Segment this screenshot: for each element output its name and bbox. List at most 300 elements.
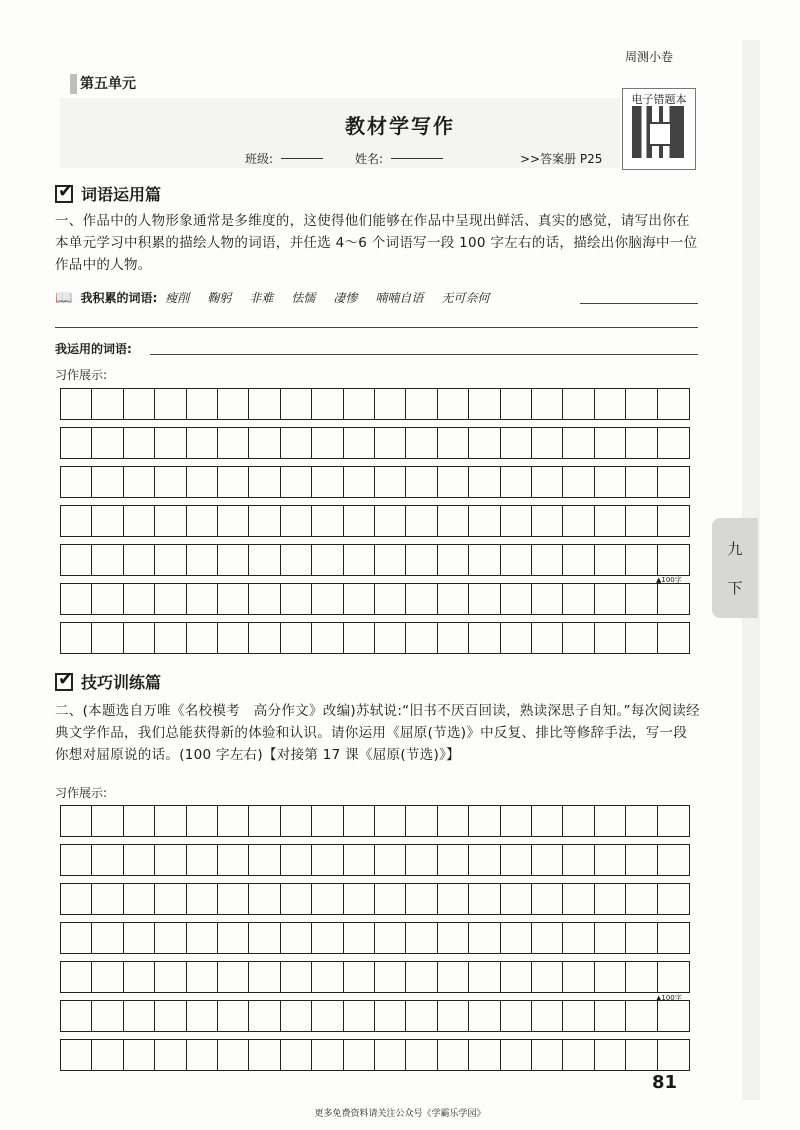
writing-grid-cell[interactable] <box>532 428 563 458</box>
writing-grid-cell[interactable] <box>187 467 218 497</box>
writing-grid-cell[interactable] <box>218 845 249 875</box>
writing-grid-row[interactable] <box>60 505 690 537</box>
writing-grid-cell[interactable] <box>532 845 563 875</box>
writing-grid-cell[interactable] <box>375 806 406 836</box>
writing-grid-cell[interactable] <box>563 806 594 836</box>
writing-grid-cell[interactable] <box>406 806 437 836</box>
writing-grid-cell[interactable] <box>501 884 532 914</box>
writing-grid-cell[interactable] <box>155 467 186 497</box>
writing-grid-cell[interactable] <box>124 962 155 992</box>
writing-grid-cell[interactable] <box>438 1040 469 1070</box>
writing-grid-cell[interactable] <box>124 545 155 575</box>
writing-grid-cell[interactable] <box>595 389 626 419</box>
writing-grid-row[interactable] <box>60 805 690 837</box>
writing-grid-cell[interactable] <box>406 545 437 575</box>
writing-grid-cell[interactable] <box>249 962 280 992</box>
writing-grid-cell[interactable] <box>406 623 437 653</box>
writing-grid-cell[interactable] <box>595 506 626 536</box>
writing-grid-cell[interactable] <box>312 506 343 536</box>
writing-grid-cell[interactable] <box>532 467 563 497</box>
writing-grid-cell[interactable] <box>469 467 500 497</box>
writing-grid-cell[interactable] <box>532 545 563 575</box>
writing-grid-cell[interactable] <box>532 584 563 614</box>
writing-grid-cell[interactable] <box>469 923 500 953</box>
writing-grid-cell[interactable] <box>501 389 532 419</box>
writing-grid-cell[interactable] <box>281 962 312 992</box>
writing-grid-cell[interactable] <box>249 545 280 575</box>
writing-grid-cell[interactable] <box>281 584 312 614</box>
writing-grid-cell[interactable] <box>249 1040 280 1070</box>
writing-grid-cell[interactable] <box>563 467 594 497</box>
writing-grid-cell[interactable] <box>344 806 375 836</box>
writing-grid-cell[interactable] <box>595 806 626 836</box>
writing-grid-cell[interactable] <box>469 806 500 836</box>
writing-grid-cell[interactable] <box>187 389 218 419</box>
writing-grid-cell[interactable] <box>124 389 155 419</box>
writing-grid-cell[interactable] <box>344 923 375 953</box>
writing-grid-cell[interactable] <box>249 923 280 953</box>
writing-grid-cell[interactable] <box>406 884 437 914</box>
writing-grid-cell[interactable] <box>469 623 500 653</box>
writing-grid-cell[interactable] <box>438 584 469 614</box>
writing-grid-cell[interactable] <box>344 584 375 614</box>
writing-grid-cell[interactable] <box>595 467 626 497</box>
writing-grid-cell[interactable] <box>469 389 500 419</box>
writing-grid-cell[interactable] <box>155 389 186 419</box>
writing-grid-cell[interactable] <box>406 845 437 875</box>
writing-grid-cell[interactable] <box>501 467 532 497</box>
writing-grid-cell[interactable] <box>626 884 657 914</box>
writing-grid-cell[interactable] <box>187 623 218 653</box>
writing-grid-cell[interactable] <box>249 623 280 653</box>
writing-grid-cell[interactable] <box>375 1001 406 1031</box>
writing-grid-cell[interactable] <box>375 962 406 992</box>
writing-grid-cell[interactable] <box>312 845 343 875</box>
writing-grid-cell[interactable] <box>406 389 437 419</box>
writing-grid-cell[interactable] <box>595 845 626 875</box>
writing-grid-cell[interactable] <box>124 884 155 914</box>
writing-grid-cell[interactable] <box>281 467 312 497</box>
writing-grid-cell[interactable] <box>312 806 343 836</box>
writing-grid-cell[interactable] <box>532 1001 563 1031</box>
writing-grid-cell[interactable] <box>187 884 218 914</box>
writing-grid-cell[interactable] <box>595 884 626 914</box>
writing-grid-cell[interactable] <box>155 923 186 953</box>
writing-grid-cell[interactable] <box>312 1001 343 1031</box>
writing-grid-row[interactable] <box>60 466 690 498</box>
writing-grid-cell[interactable] <box>469 506 500 536</box>
writing-grid-cell[interactable] <box>124 1001 155 1031</box>
writing-grid-cell[interactable] <box>92 1040 123 1070</box>
writing-grid-cell[interactable] <box>155 806 186 836</box>
writing-grid-cell[interactable] <box>438 806 469 836</box>
writing-grid-cell[interactable] <box>124 506 155 536</box>
writing-grid-cell[interactable] <box>658 467 689 497</box>
writing-grid-cell[interactable] <box>658 584 689 614</box>
writing-grid-cell[interactable] <box>312 962 343 992</box>
writing-grid-row[interactable] <box>60 544 690 576</box>
writing-grid-cell[interactable] <box>438 962 469 992</box>
writing-grid-cell[interactable] <box>595 545 626 575</box>
writing-grid-cell[interactable] <box>375 623 406 653</box>
writing-grid-cell[interactable] <box>501 506 532 536</box>
writing-grid-cell[interactable] <box>532 1040 563 1070</box>
writing-grid-cell[interactable] <box>595 623 626 653</box>
writing-grid-cell[interactable] <box>658 923 689 953</box>
writing-grid-cell[interactable] <box>281 1040 312 1070</box>
accumulated-blank-line-2[interactable] <box>55 327 698 328</box>
writing-grid-cell[interactable] <box>218 467 249 497</box>
writing-grid-cell[interactable] <box>658 545 689 575</box>
writing-grid-cell[interactable] <box>155 584 186 614</box>
writing-grid-row[interactable] <box>60 961 690 993</box>
writing-grid-cell[interactable] <box>92 923 123 953</box>
writing-grid-cell[interactable] <box>344 506 375 536</box>
writing-grid-cell[interactable] <box>61 389 92 419</box>
writing-grid-cell[interactable] <box>155 545 186 575</box>
writing-grid-cell[interactable] <box>501 1040 532 1070</box>
class-blank[interactable] <box>281 158 323 159</box>
writing-grid-cell[interactable] <box>344 623 375 653</box>
writing-grid-cell[interactable] <box>281 845 312 875</box>
writing-grid-row[interactable] <box>60 583 690 615</box>
writing-grid-cell[interactable] <box>595 962 626 992</box>
writing-grid-cell[interactable] <box>281 428 312 458</box>
writing-grid-cell[interactable] <box>658 806 689 836</box>
writing-grid-cell[interactable] <box>92 806 123 836</box>
writing-grid-cell[interactable] <box>406 962 437 992</box>
writing-grid-cell[interactable] <box>124 584 155 614</box>
writing-grid-cell[interactable] <box>61 467 92 497</box>
writing-grid-cell[interactable] <box>61 623 92 653</box>
writing-grid-cell[interactable] <box>563 389 594 419</box>
writing-grid-cell[interactable] <box>92 623 123 653</box>
writing-grid-cell[interactable] <box>218 545 249 575</box>
writing-grid-cell[interactable] <box>281 1001 312 1031</box>
writing-grid-cell[interactable] <box>155 845 186 875</box>
writing-grid-cell[interactable] <box>469 1001 500 1031</box>
writing-grid-cell[interactable] <box>532 962 563 992</box>
writing-grid-cell[interactable] <box>626 845 657 875</box>
writing-grid-cell[interactable] <box>626 962 657 992</box>
writing-grid-cell[interactable] <box>658 506 689 536</box>
writing-grid-cell[interactable] <box>218 884 249 914</box>
writing-grid-cell[interactable] <box>92 428 123 458</box>
writing-grid-cell[interactable] <box>595 584 626 614</box>
writing-grid-cell[interactable] <box>92 962 123 992</box>
writing-grid-cell[interactable] <box>563 584 594 614</box>
writing-grid-cell[interactable] <box>124 467 155 497</box>
writing-grid-cell[interactable] <box>375 884 406 914</box>
writing-grid-cell[interactable] <box>92 1001 123 1031</box>
writing-grid-cell[interactable] <box>92 545 123 575</box>
writing-grid-cell[interactable] <box>501 428 532 458</box>
writing-grid-cell[interactable] <box>501 545 532 575</box>
writing-grid-cell[interactable] <box>124 806 155 836</box>
writing-grid-cell[interactable] <box>406 506 437 536</box>
writing-grid-cell[interactable] <box>92 584 123 614</box>
writing-grid-cell[interactable] <box>61 428 92 458</box>
writing-grid-cell[interactable] <box>124 623 155 653</box>
writing-grid-cell[interactable] <box>61 545 92 575</box>
writing-grid-cell[interactable] <box>312 584 343 614</box>
writing-grid-cell[interactable] <box>61 962 92 992</box>
writing-grid-cell[interactable] <box>312 428 343 458</box>
writing-grid-cell[interactable] <box>249 1001 280 1031</box>
writing-grid-cell[interactable] <box>626 545 657 575</box>
writing-grid-cell[interactable] <box>312 467 343 497</box>
used-words-blank-line[interactable] <box>150 354 698 355</box>
writing-grid-cell[interactable] <box>563 884 594 914</box>
class-name-line <box>245 150 443 167</box>
writing-grid-cell[interactable] <box>595 1001 626 1031</box>
writing-grid-cell[interactable] <box>563 428 594 458</box>
writing-grid-cell[interactable] <box>281 923 312 953</box>
writing-grid-cell[interactable] <box>563 962 594 992</box>
writing-grid-cell[interactable] <box>501 845 532 875</box>
writing-grid-cell[interactable] <box>438 389 469 419</box>
writing-grid-cell[interactable] <box>438 545 469 575</box>
writing-grid-cell[interactable] <box>218 623 249 653</box>
writing-grid-cell[interactable] <box>469 884 500 914</box>
writing-grid-cell[interactable] <box>344 545 375 575</box>
writing-grid-cell[interactable] <box>187 806 218 836</box>
writing-grid-cell[interactable] <box>218 584 249 614</box>
writing-grid-row[interactable] <box>60 1039 690 1071</box>
writing-grid-cell[interactable] <box>92 845 123 875</box>
writing-grid-cell[interactable] <box>438 467 469 497</box>
writing-grid-cell[interactable] <box>155 1040 186 1070</box>
writing-grid-cell[interactable] <box>469 962 500 992</box>
writing-grid-cell[interactable] <box>312 1040 343 1070</box>
writing-grid-cell[interactable] <box>406 1040 437 1070</box>
writing-grid-cell[interactable] <box>155 506 186 536</box>
writing-grid-cell[interactable] <box>187 428 218 458</box>
writing-grid-cell[interactable] <box>406 428 437 458</box>
writing-grid-cell[interactable] <box>469 1040 500 1070</box>
writing-grid-cell[interactable] <box>249 845 280 875</box>
writing-grid-cell[interactable] <box>626 1040 657 1070</box>
writing-grid-cell[interactable] <box>438 845 469 875</box>
writing-grid-cell[interactable] <box>658 1040 689 1070</box>
writing-grid-row[interactable] <box>60 1000 690 1032</box>
writing-grid-cell[interactable] <box>626 428 657 458</box>
writing-grid-cell[interactable] <box>406 923 437 953</box>
writing-grid-cell[interactable] <box>501 1001 532 1031</box>
writing-grid-cell[interactable] <box>249 884 280 914</box>
writing-grid-cell[interactable] <box>344 1040 375 1070</box>
writing-grid-cell[interactable] <box>312 623 343 653</box>
writing-grid-cell[interactable] <box>187 845 218 875</box>
writing-grid-cell[interactable] <box>375 845 406 875</box>
writing-grid-cell[interactable] <box>344 962 375 992</box>
writing-grid-cell[interactable] <box>626 806 657 836</box>
writing-grid-cell[interactable] <box>312 389 343 419</box>
writing-grid-cell[interactable] <box>344 845 375 875</box>
writing-grid-row[interactable] <box>60 922 690 954</box>
writing-grid-cell[interactable] <box>61 845 92 875</box>
writing-grid-cell[interactable] <box>375 1040 406 1070</box>
writing-grid-row[interactable] <box>60 844 690 876</box>
writing-grid-cell[interactable] <box>658 845 689 875</box>
writing-grid-cell[interactable] <box>312 884 343 914</box>
writing-grid-cell[interactable] <box>375 428 406 458</box>
writing-grid-cell[interactable] <box>406 1001 437 1031</box>
writing-grid-cell[interactable] <box>61 884 92 914</box>
writing-grid-cell[interactable] <box>469 545 500 575</box>
writing-grid-cell[interactable] <box>218 506 249 536</box>
writing-grid-cell[interactable] <box>281 506 312 536</box>
writing-grid-cell[interactable] <box>595 923 626 953</box>
writing-grid-cell[interactable] <box>344 884 375 914</box>
writing-grid-cell[interactable] <box>218 389 249 419</box>
writing-grid-cell[interactable] <box>532 623 563 653</box>
writing-grid-cell[interactable] <box>187 506 218 536</box>
writing-grid-cell[interactable] <box>218 806 249 836</box>
writing-grid-cell[interactable] <box>281 806 312 836</box>
writing-grid-cell[interactable] <box>626 389 657 419</box>
writing-grid-cell[interactable] <box>124 1040 155 1070</box>
writing-grid-cell[interactable] <box>563 623 594 653</box>
writing-grid-cell[interactable] <box>249 467 280 497</box>
writing-grid-cell[interactable] <box>312 923 343 953</box>
writing-grid-cell[interactable] <box>375 545 406 575</box>
writing-grid-cell[interactable] <box>249 389 280 419</box>
writing-grid-cell[interactable] <box>501 923 532 953</box>
writing-grid-cell[interactable] <box>438 884 469 914</box>
writing-grid-cell[interactable] <box>124 845 155 875</box>
writing-grid-cell[interactable] <box>92 506 123 536</box>
writing-grid-cell[interactable] <box>501 806 532 836</box>
writing-grid-cell[interactable] <box>281 545 312 575</box>
writing-grid-cell[interactable] <box>281 623 312 653</box>
writing-grid-cell[interactable] <box>626 467 657 497</box>
writing-grid-cell[interactable] <box>124 428 155 458</box>
writing-grid-cell[interactable] <box>532 389 563 419</box>
writing-grid-cell[interactable] <box>532 506 563 536</box>
writing-grid-cell[interactable] <box>187 1001 218 1031</box>
writing-grid-cell[interactable] <box>595 1040 626 1070</box>
writing-grid-cell[interactable] <box>218 1040 249 1070</box>
writing-grid-cell[interactable] <box>61 584 92 614</box>
writing-grid-cell[interactable] <box>563 923 594 953</box>
writing-grid-cell[interactable] <box>124 923 155 953</box>
writing-grid-cell[interactable] <box>155 962 186 992</box>
writing-grid-cell[interactable] <box>501 623 532 653</box>
writing-grid-row[interactable] <box>60 427 690 459</box>
writing-grid-cell[interactable] <box>344 428 375 458</box>
writing-grid-cell[interactable] <box>626 923 657 953</box>
writing-grid-cell[interactable] <box>249 428 280 458</box>
accumulated-blank-line[interactable] <box>580 303 698 304</box>
writing-grid-cell[interactable] <box>155 623 186 653</box>
name-blank[interactable] <box>391 158 443 159</box>
writing-grid-cell[interactable] <box>563 1040 594 1070</box>
writing-grid-cell[interactable] <box>249 584 280 614</box>
writing-grid-cell[interactable] <box>501 584 532 614</box>
writing-grid-cell[interactable] <box>469 845 500 875</box>
writing-grid-cell[interactable] <box>187 923 218 953</box>
writing-grid-cell[interactable] <box>218 1001 249 1031</box>
writing-grid-cell[interactable] <box>563 506 594 536</box>
writing-grid-cell[interactable] <box>312 545 343 575</box>
writing-grid-cell[interactable] <box>438 623 469 653</box>
writing-grid-cell[interactable] <box>249 506 280 536</box>
writing-grid-cell[interactable] <box>501 962 532 992</box>
writing-grid-cell[interactable] <box>187 545 218 575</box>
writing-grid-cell[interactable] <box>595 428 626 458</box>
writing-grid-cell[interactable] <box>61 806 92 836</box>
writing-grid-cell[interactable] <box>218 923 249 953</box>
writing-grid-cell[interactable] <box>658 1001 689 1031</box>
writing-grid-cell[interactable] <box>469 428 500 458</box>
writing-grid-row[interactable] <box>60 883 690 915</box>
writing-grid-cell[interactable] <box>626 506 657 536</box>
writing-grid-cell[interactable] <box>344 467 375 497</box>
writing-grid-cell[interactable] <box>218 428 249 458</box>
writing-grid-cell[interactable] <box>406 467 437 497</box>
writing-grid-cell[interactable] <box>438 923 469 953</box>
writing-grid-cell[interactable] <box>92 467 123 497</box>
writing-grid-cell[interactable] <box>658 962 689 992</box>
writing-grid-cell[interactable] <box>187 584 218 614</box>
writing-grid-cell[interactable] <box>61 1040 92 1070</box>
writing-grid-row[interactable] <box>60 622 690 654</box>
writing-grid-row[interactable] <box>60 388 690 420</box>
writing-grid-cell[interactable] <box>61 923 92 953</box>
writing-grid-cell[interactable] <box>375 389 406 419</box>
writing-grid-cell[interactable] <box>155 884 186 914</box>
writing-grid-cell[interactable] <box>438 1001 469 1031</box>
writing-grid-cell[interactable] <box>626 1001 657 1031</box>
writing-grid-cell[interactable] <box>92 884 123 914</box>
writing-grid-cell[interactable] <box>92 389 123 419</box>
writing-grid-cell[interactable] <box>344 1001 375 1031</box>
writing-grid-cell[interactable] <box>658 884 689 914</box>
writing-grid-cell[interactable] <box>155 428 186 458</box>
writing-grid-cell[interactable] <box>375 506 406 536</box>
writing-grid-cell[interactable] <box>344 389 375 419</box>
writing-grid-cell[interactable] <box>658 623 689 653</box>
writing-grid-cell[interactable] <box>626 623 657 653</box>
writing-grid-cell[interactable] <box>469 584 500 614</box>
writing-grid-cell[interactable] <box>532 923 563 953</box>
writing-grid-cell[interactable] <box>563 1001 594 1031</box>
writing-grid-cell[interactable] <box>281 389 312 419</box>
writing-grid-cell[interactable] <box>61 1001 92 1031</box>
writing-grid-cell[interactable] <box>626 584 657 614</box>
writing-grid-cell[interactable] <box>187 962 218 992</box>
writing-grid-cell[interactable] <box>406 584 437 614</box>
writing-grid-cell[interactable] <box>249 806 280 836</box>
writing-grid-cell[interactable] <box>155 1001 186 1031</box>
writing-grid-cell[interactable] <box>375 467 406 497</box>
writing-grid-cell[interactable] <box>438 428 469 458</box>
writing-grid-cell[interactable] <box>563 545 594 575</box>
writing-grid-cell[interactable] <box>218 962 249 992</box>
writing-grid-cell[interactable] <box>187 1040 218 1070</box>
writing-grid-cell[interactable] <box>658 389 689 419</box>
writing-grid-cell[interactable] <box>532 806 563 836</box>
writing-grid-cell[interactable] <box>281 884 312 914</box>
writing-grid-cell[interactable] <box>438 506 469 536</box>
writing-grid-cell[interactable] <box>532 884 563 914</box>
writing-grid-cell[interactable] <box>61 506 92 536</box>
writing-grid-cell[interactable] <box>658 428 689 458</box>
writing-grid-cell[interactable] <box>375 584 406 614</box>
writing-grid-cell[interactable] <box>563 845 594 875</box>
writing-grid-cell[interactable] <box>375 923 406 953</box>
